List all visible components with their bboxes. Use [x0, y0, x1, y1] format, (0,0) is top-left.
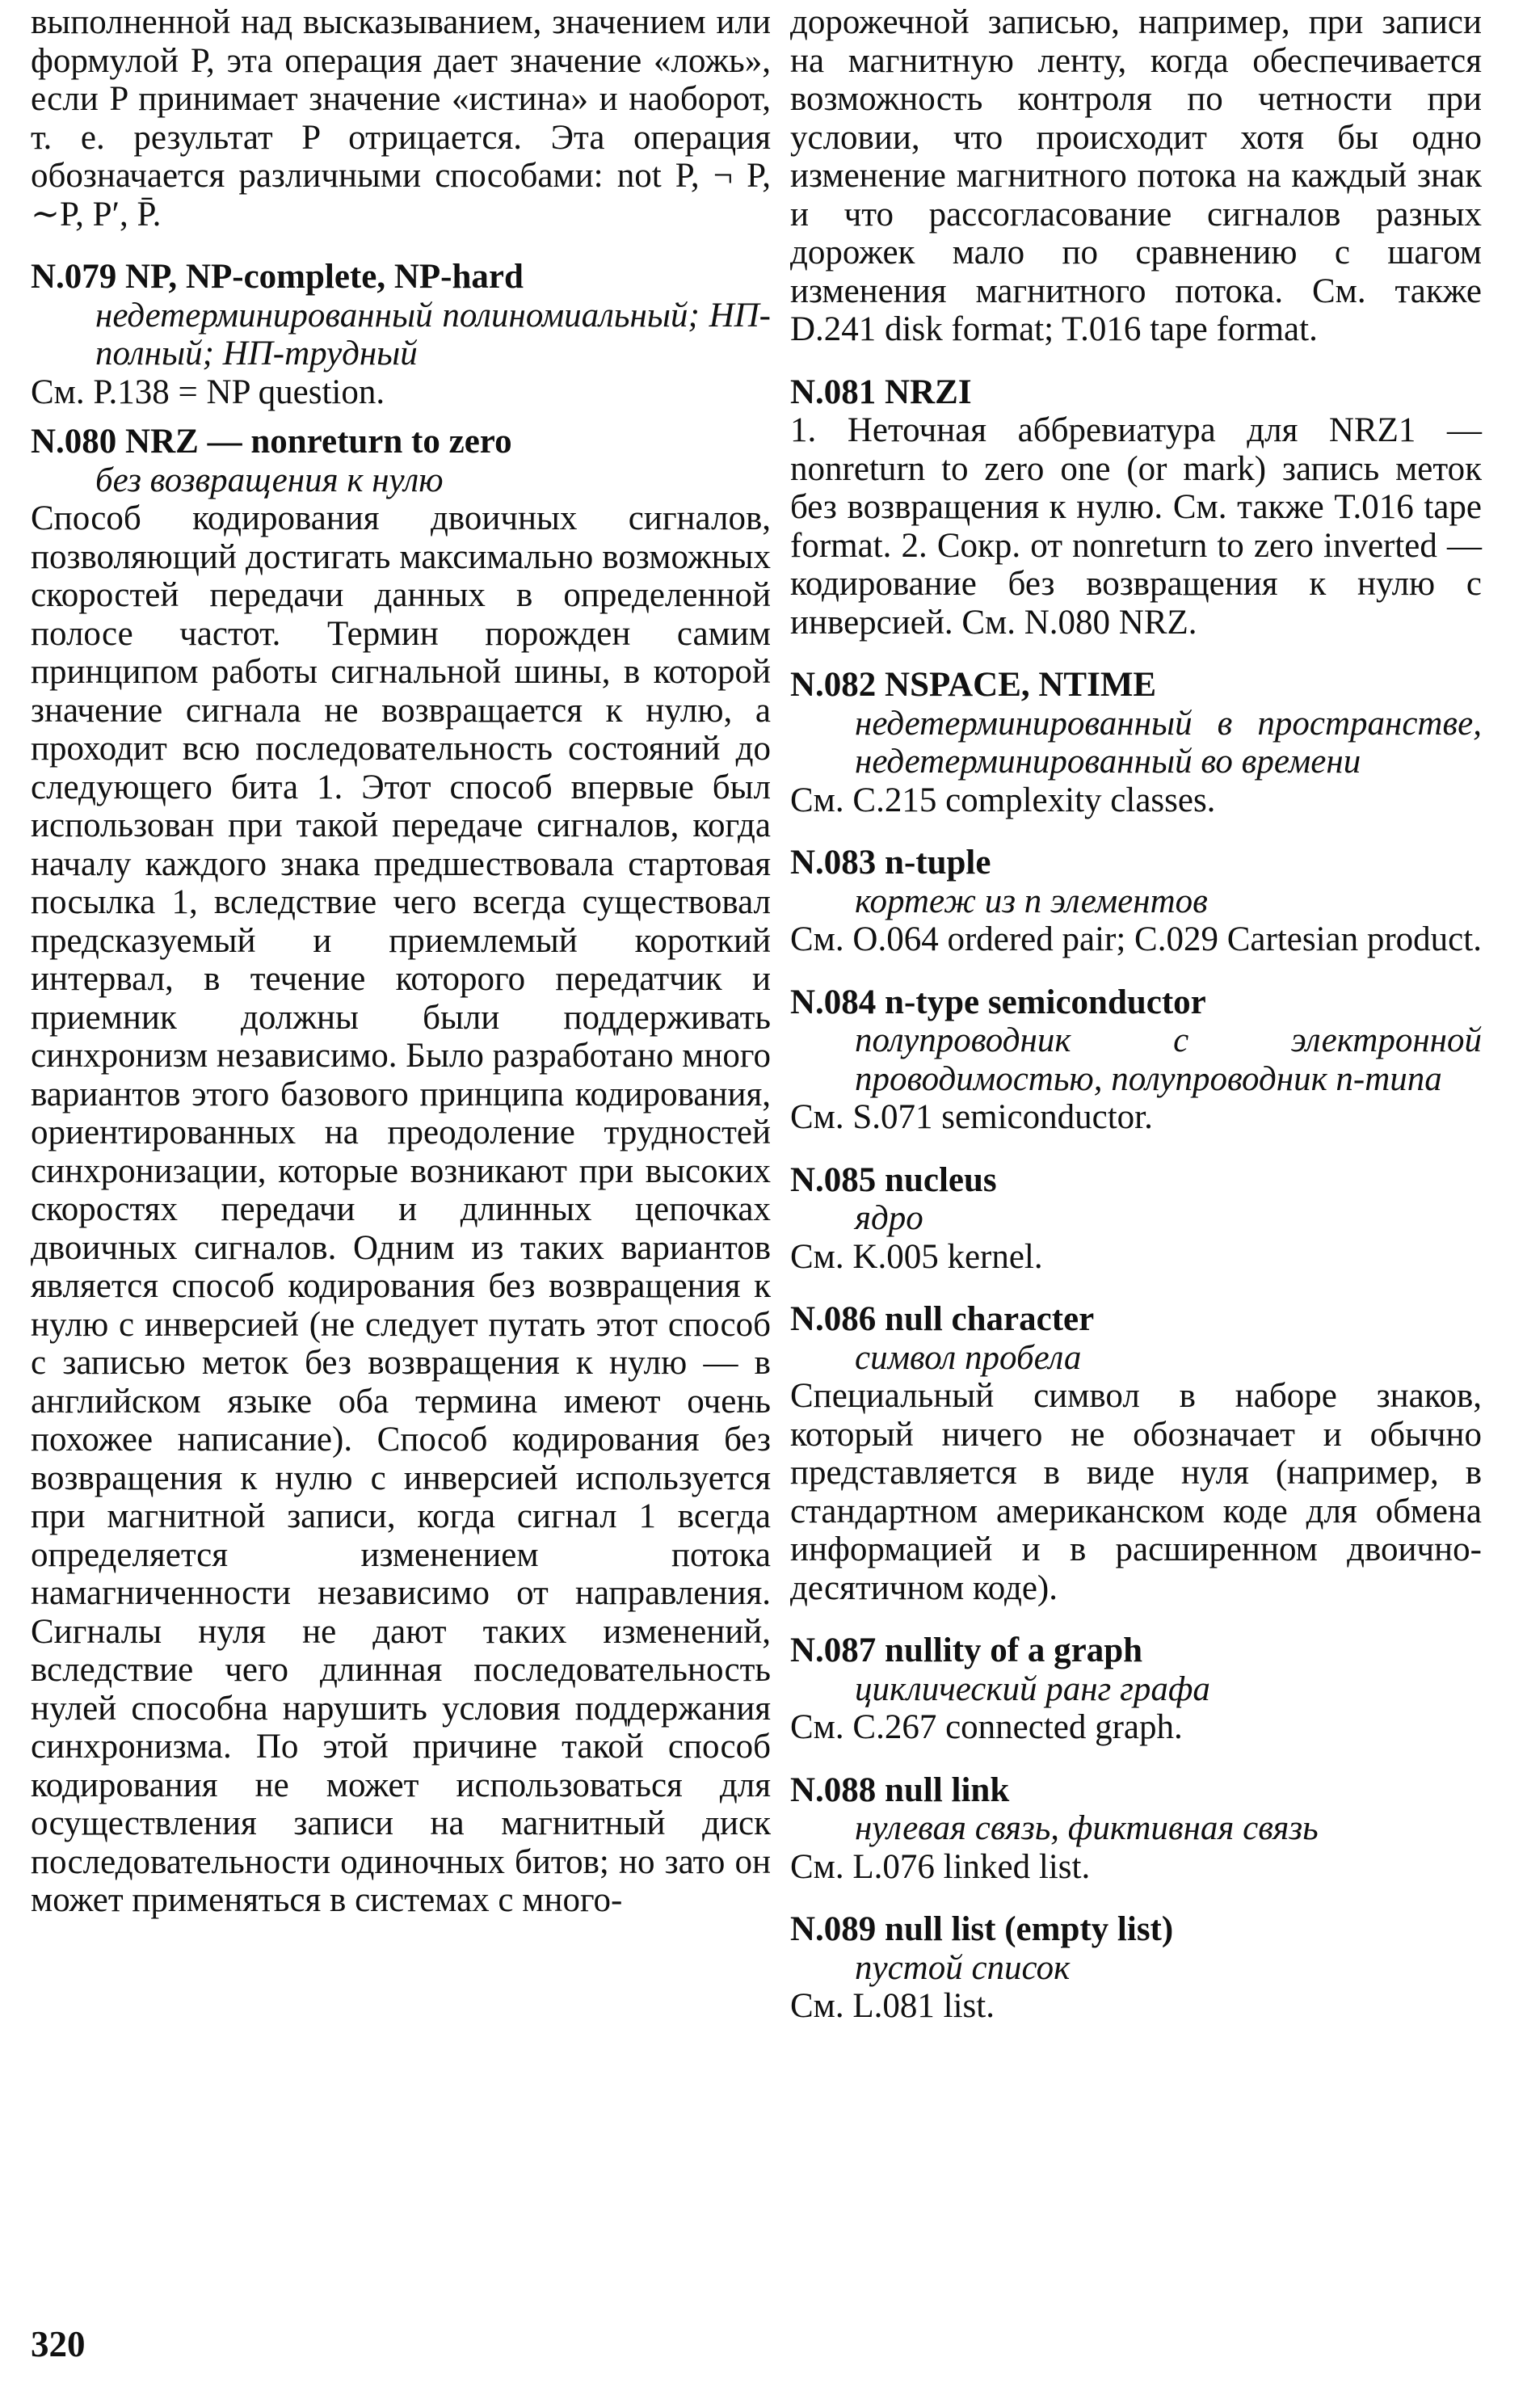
entry-body: 1. Неточная аббревиатура для NRZ1 — nonreturn to zero one (or mark) запись меток без возвращения к нулю. См. также T.016 tape format. 2. Сокр. от nonreturn to zero inverted — кодирование без возвращения к нулю с инверсией. См. N.080 NRZ. [790, 411, 1482, 642]
continuation-text: дорожечной записью, например, при записи на магнитную ленту, когда обеспечивается возможность контроля по четности при условии, что происходит хотя бы одно изменение магнитного потока на каждый знак и что рассогласование сигналов разных дорожек мало по сравнению с шагом изменения магнитного потока. См. также D.241 disk format; T.016 tape format. [790, 3, 1482, 348]
entry-see-also: См. K.005 kernel. [790, 1237, 1043, 1276]
entry-n081 [790, 373, 1482, 642]
entry-translation: символ пробела [855, 1338, 1082, 1377]
entry-n083 [790, 844, 1482, 959]
entry-n087 [790, 1631, 1482, 1747]
entry-see-also: См. L.076 linked list. [790, 1847, 1091, 1886]
entry-term: N.084 n-type semiconductor [790, 983, 1206, 1021]
entry-n088 [790, 1771, 1482, 1887]
entry-see-also: См. O.064 ordered pair; C.029 Cartesian product. [790, 920, 1482, 958]
entry-see-also: См. C.215 complexity classes. [790, 781, 1216, 819]
entry-body: Способ кодирования двоичных сигналов, позволяющий достигать максимально возможных скоростей передачи данных в определенной полосе частот. Термин порожден самим принципом работы сигнальной шины, в которой значение сигнала не возвращается к нулю, а проходит всю последовательность состояний до следующего бита 1. Этот способ впервые был использован при такой передаче сигналов, когда началу каждого знака предшествовала стартовая посылка 1, вследствие чего всегда существовал предсказуемый и приемлемый короткий интервал, в течение которого передатчик и приемник должны были поддерживать синхронизм независимо. Было разработано много вариантов этого базового принципа кодирования, ориентированных на преодоление трудностей синхронизации, которые возникают при высоких скоростях передачи и длинных цепочках двоичных сигналов. Одним из таких вариантов является способ кодирования без возвращения к нулю с инверсией (не следует путать этот способ с записью меток без возвращения к нулю — в английском языке оба термина имеют очень похожее написание). Способ кодирования без возвращения к нулю с инверсией используется при магнитной записи, когда сигнал 1 всегда определяется изменением потока намагниченности независимо от направления. Сигналы нуля не дают таких изменений, вследствие чего длинная последовательность нулей способна нарушить условия поддержания синхронизма. По этой причине такой способ кодирования не может использоваться для осуществления записи на магнитный диск последовательности одиночных битов; но зато он может применяться в системах с много- [31, 499, 771, 1919]
entry-see-also: См. P.138 = NP question. [31, 373, 385, 411]
entry-translation: без возвращения к нулю [95, 461, 444, 499]
entry-translation: недетерминированный полиномиальный; НП-полный; НП-трудный [95, 296, 771, 373]
entry-see-also: См. C.267 connected graph. [790, 1708, 1183, 1746]
continuation-text: выполненной над высказыванием, значением или формулой P, эта операция дает значение «ложь», если P принимает значение «истина» и наоборот, т. е. результат P отрицается. Эта операция обозначается различными способами: not P, ¬ P, ∼P, P′, P̄. [31, 3, 771, 234]
entry-n086 [790, 1300, 1482, 1607]
entry-body: Специальный символ в наборе знаков, который ничего не обозначает и обычно представляется в виде нуля (например, в стандартном американском коде для обмена информацией и в расширенном двоично-десятичном коде). [790, 1377, 1482, 1607]
entry-translation: нулевая связь, фиктивная связь [855, 1809, 1319, 1847]
entry-translation: полупроводник с электронной проводимостью, полупроводник n-типа [855, 1021, 1482, 1098]
entry-translation: пустой список [855, 1948, 1071, 1987]
right-column [790, 3, 1482, 2026]
left-column [31, 3, 771, 1920]
entry-translation: недетерминированный в пространстве, недетерминированный во времени [855, 704, 1482, 781]
entry-term: N.089 null list (empty list) [790, 1910, 1174, 1948]
entry-n080 [31, 423, 771, 1920]
entry-n084 [790, 983, 1482, 1137]
entry-term: N.085 nucleus [790, 1160, 997, 1199]
entry-term: N.087 nullity of a graph [790, 1631, 1143, 1669]
entry-term: N.081 NRZI [790, 373, 972, 411]
entry-term: N.083 n-tuple [790, 844, 991, 882]
entry-n085 [790, 1161, 1482, 1277]
entry-n089 [790, 1910, 1482, 2026]
entry-see-also: См. L.081 list. [790, 1987, 995, 2025]
entry-n082 [790, 666, 1482, 819]
entry-term: N.082 NSPACE, NTIME [790, 666, 1157, 704]
entry-translation: ядро [855, 1199, 923, 1237]
entry-see-also: См. S.071 semiconductor. [790, 1098, 1153, 1136]
page-number: 320 [31, 2324, 86, 2364]
entry-translation: кортеж из n элементов [855, 882, 1208, 920]
entry-term: N.079 NP, NP-complete, NP-hard [31, 258, 524, 296]
entry-translation: циклический ранг графа [855, 1669, 1210, 1708]
entry-term: N.080 NRZ — nonreturn to zero [31, 423, 512, 461]
entry-term: N.088 null link [790, 1770, 1010, 1809]
entry-term: N.086 null character [790, 1300, 1095, 1338]
entry-n079 [31, 258, 771, 411]
